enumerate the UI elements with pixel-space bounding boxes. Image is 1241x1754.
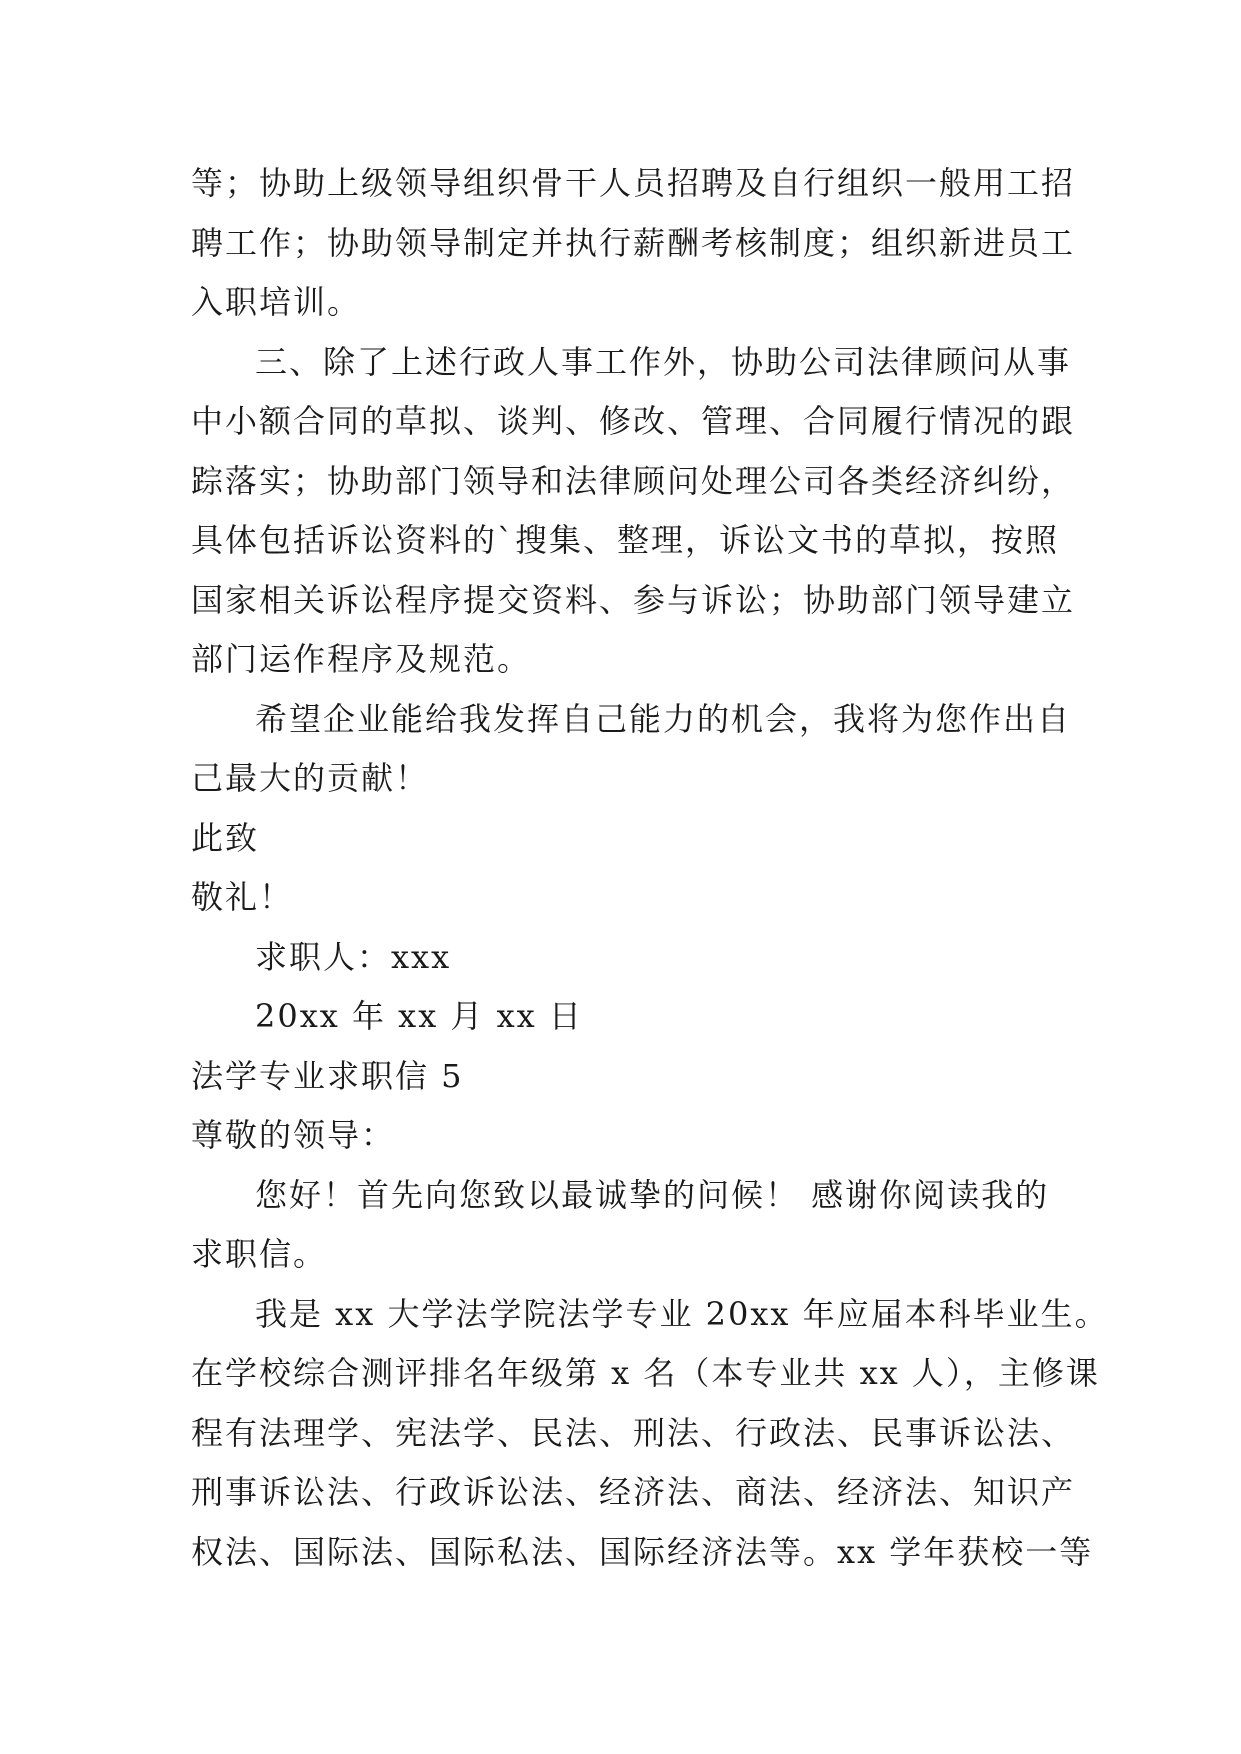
text-line: 己最大的贡献！	[191, 759, 430, 797]
text-line: 国家相关诉讼程序提交资料、参与诉讼；协助部门领导建立	[191, 580, 1076, 619]
text-line: 权法、国际法、国际私法、国际经济法等。xx 学年获校一等	[191, 1532, 1094, 1571]
text-line: 中小额合同的草拟、谈判、修改、管理、合同履行情况的跟	[191, 402, 1076, 440]
text-line: 刑事诉讼法、行政诉讼法、经济法、商法、经济法、知识产	[191, 1473, 1076, 1511]
text-line: 程有法理学、宪法学、民法、刑法、行政法、民事诉讼法、	[191, 1413, 1076, 1452]
paragraph-start-line: 我是 xx 大学法学院法学专业 20xx 年应届本科毕业生。	[255, 1294, 1109, 1333]
document-body	[191, 154, 1109, 1582]
text-line: 具体包括诉讼资料的`搜集、整理，诉讼文书的草拟，按照	[191, 521, 1060, 559]
text-line: 等；协助上级领导组织骨干人员招聘及自行组织一般用工招	[191, 164, 1076, 202]
paragraph-start-line: 您好！首先向您致以最诚挚的问候！ 感谢你阅读我的	[255, 1175, 1050, 1214]
paragraph-start-line: 希望企业能给我发挥自己能力的机会，我将为您作出自	[255, 699, 1072, 738]
signature-applicant: 求职人：xxx	[255, 937, 452, 976]
paragraph-start-line: 三、除了上述行政人事工作外，协助公司法律顾问从事	[255, 342, 1072, 381]
text-line: 求职信。	[191, 1235, 328, 1273]
text-line: 部门运作程序及规范。	[191, 640, 532, 678]
closing-salutation: 此致	[191, 818, 260, 857]
text-line: 入职培训。	[191, 283, 362, 321]
section-title: 法学专业求职信 5	[191, 1056, 464, 1095]
text-line: 聘工作；协助领导制定并执行薪酬考核制度；组织新进员工	[191, 223, 1076, 262]
greeting: 尊敬的领导：	[191, 1116, 396, 1154]
text-line: 在学校综合测评排名年级第 x 名（本专业共 xx 人），主修课	[191, 1354, 1100, 1392]
signature-date: 20xx 年 xx 月 xx 日	[255, 997, 583, 1035]
text-line: 踪落实；协助部门领导和法律顾问处理公司各类经济纠纷，	[191, 461, 1076, 500]
closing-regards: 敬礼！	[191, 878, 294, 916]
